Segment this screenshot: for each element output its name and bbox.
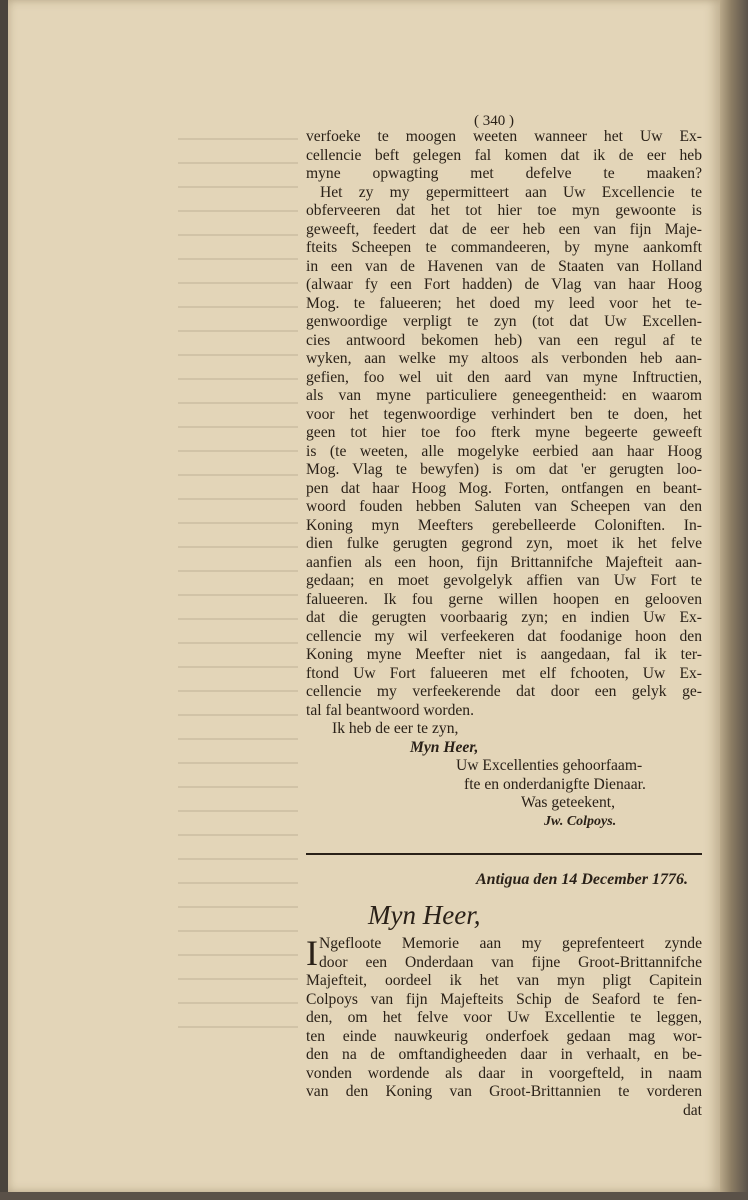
page-number: ( 340 ) <box>474 113 514 129</box>
closing-line: Ik heb de eer te zyn, <box>332 720 459 737</box>
section-rule <box>306 853 702 855</box>
catchword: dat <box>682 1101 702 1119</box>
text-line: ten einde nauwkeurig onderfoek gedaan mag wor- <box>306 1027 702 1045</box>
text-line: Mog. te falueeren; het doed my leed voor het te- <box>306 294 702 312</box>
text-line: cellencie my verfeekerende dat door een gelyk ge- <box>306 683 702 700</box>
text-line: Koning myne Meefter niet is aangedaan, fal ik ter- <box>306 646 702 663</box>
text-line: woord fouden hebben Saluten van Scheepen van den <box>306 498 702 515</box>
text-line: gedaan; en moet gevolgelyk affien van Uw Fort te <box>306 572 702 589</box>
text-line: genwoordige verpligt te zyn (tot dat Uw Excellen- <box>306 313 702 330</box>
letter-body <box>306 128 702 720</box>
drop-cap-paragraph <box>306 935 702 972</box>
page-text <box>306 114 702 1120</box>
text-line: myne opwagting met defelve te maaken? <box>306 165 702 182</box>
letter2-body <box>306 972 702 1102</box>
text-line: Koning myn Meefters gerebelleerde Coloniften. In- <box>306 516 702 534</box>
text-line: fteits Scheepen te commandeeren, by myne aankomft <box>306 239 702 256</box>
closing-salutation: Myn Heer, <box>410 738 479 756</box>
text-line: cellencie my wil verfeekeren dat foodanige hoon den <box>306 627 702 645</box>
salutation: Myn Heer, <box>368 900 481 930</box>
text-line: aanfien als een hoon, fijn Brittannifche Majefteit aan- <box>306 553 702 571</box>
text-line: cies antwoord bekomen heb) van een regul af te <box>306 331 702 349</box>
text-line: dat die gerugten voorbaarig zyn; en indien Uw Ex- <box>306 609 702 626</box>
text-line: falueeren. Ik fou gerne willen hoopen en gelooven <box>306 590 702 608</box>
text-line: in een van de Havenen van de Staaten van Holland <box>306 257 702 275</box>
text-line: dien fulke gerugten gegrond zyn, moet ik het felve <box>306 535 702 552</box>
text-line: Mog. Vlag te bewyfen) is om dat 'er gerugten loo- <box>306 461 702 478</box>
text-line: door een Onderdaan van fijne Groot-Brittannifche <box>319 953 702 971</box>
drop-cap-lines <box>306 935 702 972</box>
text-line: obferveeren dat het tot hier toe myn gewoonte is <box>306 202 702 219</box>
text-line: vonden wordende als daar in voorgefteld, in naam <box>306 1064 702 1082</box>
text-line: ftond Uw Fort falueeren met elf fchooten, Uw Ex- <box>306 664 702 682</box>
closing-line: fte en onderdanigfte Dienaar. <box>464 775 646 793</box>
closing-line: Uw Excellenties gehoorfaam- <box>456 757 643 774</box>
text-line: Het zy my gepermitteert aan Uw Excellencie te <box>320 183 702 201</box>
text-line: Colpoys van fijn Majefteits Schip de Seaford te fen- <box>306 990 702 1008</box>
text-line: (alwaar fy een Fort hadden) de Vlag van haar Hoog <box>306 276 702 293</box>
text-line: wyken, aan welke my altoos als verbonden heb aan- <box>306 350 702 367</box>
text-line: geen tot hier toe foo fterk myne begeerte geweeft <box>306 424 702 441</box>
text-line: pen dat haar Hoog Mog. Forten, ontfangen en beant- <box>306 479 702 497</box>
book-gutter <box>720 0 748 1200</box>
text-line: den, om het felve voor Uw Excellentie te leggen, <box>306 1009 702 1026</box>
text-line: Majefteit, oordeel ik het van myn pligt Capitein <box>306 972 702 989</box>
text-line: Ngefloote Memorie aan my geprefenteert zynde <box>319 935 702 952</box>
text-line: voor het tegenwoordige verhindert ben te doen, het <box>306 405 702 423</box>
text-line: is (te weeten, alle mogelyke eerbied aan haar Hoog <box>306 442 702 460</box>
text-line: als van myne particuliere geneegentheid: en waarom <box>306 387 702 404</box>
text-line: cellencie beft gelegen fal komen dat ik de eer heb <box>306 146 702 164</box>
text-line: geweeft, feedert dat de eer heb een van fijn Maje- <box>306 220 702 238</box>
text-line: gefien, foo wel uit den aard van myne Inftructien, <box>306 368 702 386</box>
closing-line: Was geteekent, <box>521 794 615 811</box>
signature: Jw. Colpoys. <box>544 813 617 829</box>
text-line: van den Koning van Groot-Brittannien te vorderen <box>306 1083 702 1100</box>
dateline: Antigua den 14 December 1776. <box>476 871 688 888</box>
page-bottom-edge <box>0 1192 748 1200</box>
text-line: den na de omftandigheeden daar in verhaalt, en be- <box>306 1046 702 1063</box>
text-line: verfoeke te moogen weeten wanneer het Uw Ex- <box>306 128 702 145</box>
drop-cap: I <box>306 933 318 973</box>
bleed-through-text <box>178 120 298 1050</box>
text-line: tal fal beantwoord worden. <box>306 701 475 719</box>
